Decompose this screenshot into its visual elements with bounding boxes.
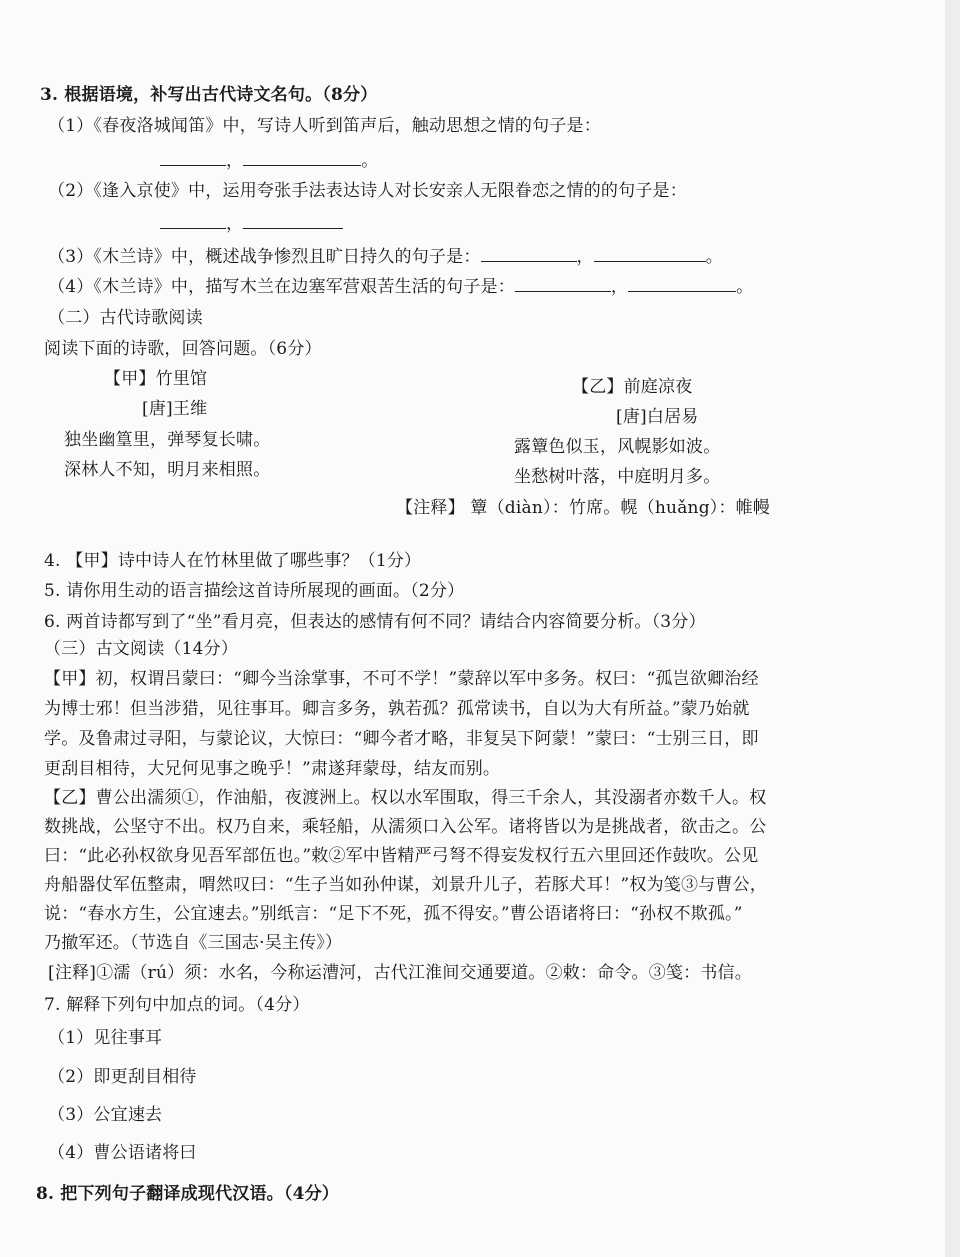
q3-part2: （2）《逢入京使》中，运用夸张手法表达诗人对长安亲人无限眷恋之情的的句子是： (48, 181, 687, 201)
question-7-item: （4）曹公语诸将曰 (48, 1143, 197, 1163)
passage-b-line: 乃撤军还。（节选自《三国志·吴主传》） (44, 933, 343, 953)
question-7-title: 7. 解释下列句中加点的词。（4分） (44, 995, 310, 1015)
question-6: 6. 两首诗都写到了“坐”看月亮，但表达的感情有何不同？请结合内容简要分析。（3分） (44, 612, 706, 632)
question-8: 8. 把下列句子翻译成现代汉语。（4分） (36, 1184, 339, 1204)
period: 。 (736, 277, 754, 297)
q3-part3-text: （3）《木兰诗》中，概述战争惨烈且旷日持久的句子是： (48, 247, 481, 267)
section3-title: （三）古文阅读（14分） (44, 639, 239, 659)
passage-a-line: 学。及鲁肃过寻阳，与蒙论议，大惊曰：“卿今者才略，非复吴下阿蒙！”蒙曰：“士别三日，即 (44, 729, 759, 749)
passage-b-line: 【乙】曹公出濡须①，作油船，夜渡洲上。权以水军围取，得三千余人，其没溺者亦数千人。权 (44, 788, 767, 808)
answer-blank (243, 214, 343, 229)
answer-blank (160, 151, 226, 166)
passage-b-line: 数挑战，公坚守不出。权乃自来，乘轻船，从濡须口入公军。诸将皆以为是挑战者，欲击之。公 (44, 817, 767, 837)
q3-part4-text: （4）《木兰诗》中，描写木兰在边塞军营艰苦生活的句子是： (48, 277, 515, 297)
poem-b-author: [唐]白居易 (616, 407, 699, 427)
poem-a-line2: 深林人不知，明月来相照。 (64, 460, 271, 480)
poem-a-line1: 独坐幽篁里，弹琴复长啸。 (64, 430, 271, 450)
passage-b-line: 说：“春水方生，公宜速去。”别纸言：“足下不死，孤不得安。”曹公语诸将曰：“孙权不欺孤。” (44, 904, 743, 924)
comma: ， (226, 214, 244, 234)
passage-a-line: 更刮目相待，大兄何见事之晚乎！”肃遂拜蒙母，结友而别。 (44, 759, 501, 779)
poem-b-title: 【乙】前庭凉夜 (572, 377, 693, 397)
period: 。 (705, 247, 723, 267)
answer-blank (594, 247, 706, 262)
section2-title: （二）古代诗歌阅读 (48, 308, 203, 328)
passage-b-line: 舟船器仗军伍整肃，喟然叹曰：“生子当如孙仲谋，刘景升儿子，若豚犬耳！”权为笺③与曹公， (44, 875, 767, 895)
q3-part2-blanks (160, 213, 343, 235)
poem-a-title: 【甲】竹里馆 (104, 369, 208, 389)
passage-b-note: [注释]①濡（rú）须：水名，今称运漕河，古代江淮间交通要道。②敕：命令。③笺：书信。 (48, 963, 752, 983)
poem-a-author: [唐]王维 (142, 399, 208, 419)
period: 。 (361, 151, 379, 171)
answer-blank (243, 151, 361, 166)
answer-blank (515, 277, 611, 292)
comma: ， (576, 247, 594, 267)
poem-b-line1: 露簟色似玉，风幌影如波。 (514, 437, 721, 457)
question-7-item: （3）公宜速去 (48, 1105, 163, 1125)
section2-instruction: 阅读下面的诗歌，回答问题。（6分） (44, 339, 322, 359)
question-4: 4. 【甲】诗中诗人在竹林里做了哪些事？（1分） (44, 551, 422, 571)
question-7-item: （1）见往事耳 (48, 1028, 163, 1048)
comma: ， (226, 151, 244, 171)
question-5: 5. 请你用生动的语言描绘这首诗所展现的画面。（2分） (44, 581, 465, 601)
passage-b-line: 曰：“此必孙权欲身见吾军部伍也。”敕②军中皆精严弓弩不得妄发权行五六里回还作鼓吹。公见 (44, 846, 759, 866)
q3-part1-blanks (160, 150, 378, 172)
poem-note: 【注释】 簟（diàn）：竹席。幌（huǎng）：帷幔 (396, 498, 771, 518)
q3-part4 (48, 276, 753, 298)
q3-part3 (48, 246, 723, 268)
question-7-item: （2）即更刮目相待 (48, 1067, 197, 1087)
poem-b-line2: 坐愁树叶落，中庭明月多。 (514, 467, 721, 487)
passage-a-line: 为博士邪！但当涉猎，见往事耳。卿言多务，孰若孤？孤常读书，自以为大有所益。”蒙乃始就 (44, 699, 750, 719)
answer-blank (481, 247, 577, 262)
scan-edge (945, 0, 960, 1257)
q3-part1: （1）《春夜洛城闻笛》中，写诗人听到笛声后，触动思想之情的句子是： (48, 116, 601, 136)
passage-a-line: 【甲】初，权谓吕蒙曰：“卿今当涂掌事，不可不学！”蒙辞以军中多务。权曰：“孤岂欲卿治经 (44, 669, 759, 689)
answer-blank (628, 277, 736, 292)
answer-blank (160, 214, 226, 229)
comma: ， (610, 277, 629, 297)
q3-title: 3. 根据语境，补写出古代诗文名句。（8分） (40, 85, 378, 105)
